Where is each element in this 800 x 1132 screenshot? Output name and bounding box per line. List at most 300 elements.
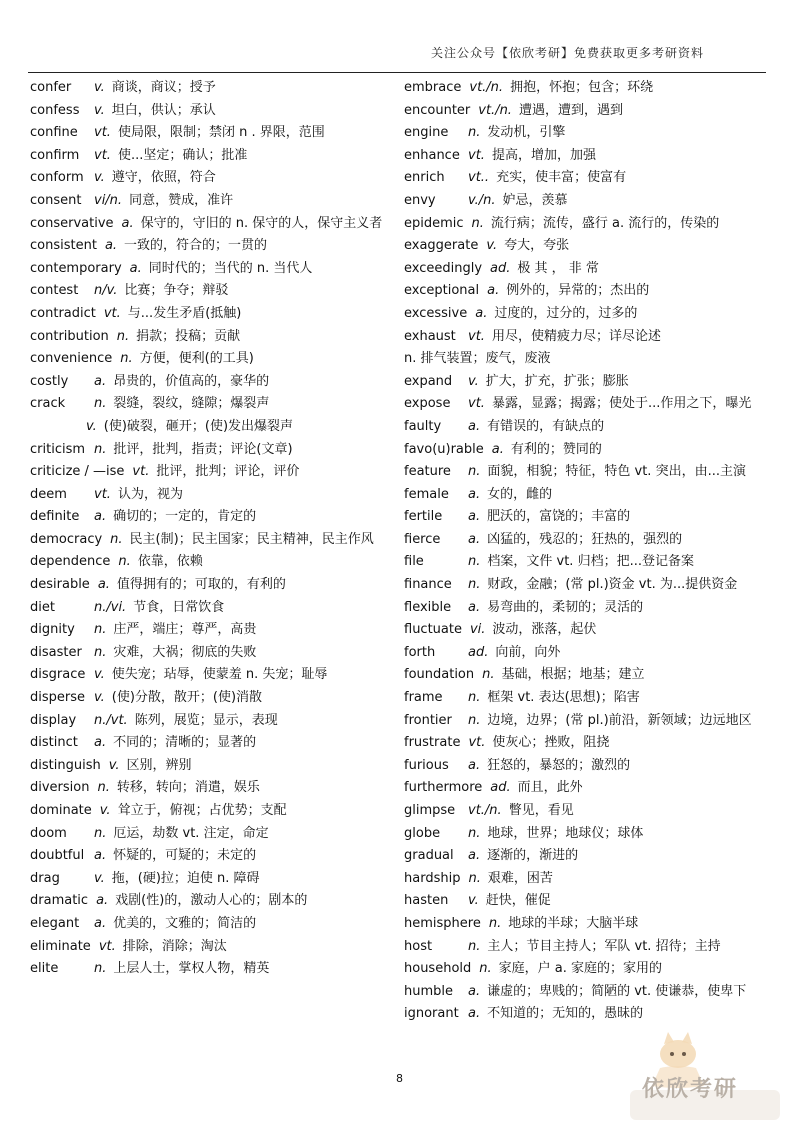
- vocab-entry: [404, 461, 764, 484]
- definition: 裂缝，裂纹，缝隙；爆裂声: [113, 396, 270, 412]
- definition: 女的，雌的: [487, 486, 553, 502]
- definition: 边境，边界；(常 pl.)前沿，新领域；边远地区: [487, 712, 752, 728]
- vocab-entry: [404, 597, 764, 620]
- definition: 使局限，限制；禁闭 n . 界限，范围: [117, 125, 325, 141]
- headword: foundation: [404, 667, 475, 683]
- definition: 有利的；赞同的: [510, 441, 602, 457]
- vocab-entry: [404, 574, 764, 597]
- part-of-speech: n.: [94, 825, 107, 841]
- vocab-entry: [404, 326, 764, 349]
- vocab-entry: [404, 235, 764, 258]
- definition: 例外的，异常的；杰出的: [506, 283, 650, 299]
- headword: embrace: [404, 80, 462, 95]
- vocab-entry: [404, 213, 764, 236]
- part-of-speech: a.: [491, 441, 504, 457]
- definition: 主人；节目主持人；军队 vt. 招待；主持: [487, 938, 721, 954]
- headword: enrich: [404, 170, 445, 186]
- headword: conservative: [30, 215, 114, 231]
- vocab-entry: [30, 439, 390, 462]
- vocab-entry: [404, 551, 764, 574]
- vocab-entry: [30, 687, 390, 710]
- headword: fluctuate: [404, 622, 462, 638]
- part-of-speech: v./n.: [468, 192, 496, 208]
- headword: flexible: [404, 599, 452, 615]
- part-of-speech: v.: [94, 102, 105, 118]
- headword: household: [404, 961, 472, 977]
- part-of-speech: vt.: [132, 464, 150, 480]
- part-of-speech: n.: [488, 915, 502, 931]
- headword: contemporary: [30, 260, 122, 276]
- headword: distinct: [30, 735, 78, 751]
- definition: 捐款；投稿；贡献: [136, 328, 241, 344]
- definition: 一致的，符合的；一贯的: [124, 238, 268, 254]
- vocab-entry: [30, 710, 390, 733]
- definition: 艰难，困苦: [487, 870, 553, 886]
- headword: dominate: [30, 803, 92, 818]
- definition: 瞥见，看见: [508, 803, 574, 818]
- part-of-speech: n.: [482, 667, 495, 683]
- headword: engine: [404, 125, 449, 141]
- part-of-speech: vt./n.: [478, 102, 512, 118]
- part-of-speech: a.: [468, 486, 481, 502]
- definition: 家庭，户 a. 家庭的；家用的: [498, 961, 663, 977]
- vocab-entry: [30, 777, 390, 800]
- vocab-entry: [404, 619, 764, 642]
- definition: 区别，辨别: [126, 757, 192, 773]
- part-of-speech: vt.: [468, 735, 486, 751]
- definition: 暴露，显露；揭露；使处于...作用之下，曝光: [491, 396, 752, 412]
- vocab-entry: [30, 77, 390, 100]
- vocab-entry: [404, 439, 764, 462]
- headword: exhaust: [404, 328, 456, 344]
- vocab-entry: [30, 393, 390, 416]
- part-of-speech: n/v.: [94, 283, 118, 299]
- part-of-speech: a.: [468, 1006, 481, 1022]
- part-of-speech: a.: [468, 509, 481, 525]
- headword: favo(u)rable: [404, 441, 484, 457]
- vocab-entry: [30, 258, 390, 281]
- definition: 厄运，劫数 vt. 注定，命定: [113, 825, 269, 841]
- headword: envy: [404, 192, 436, 208]
- definition: 拖，(硬)拉；迫使 n. 障碍: [111, 870, 260, 886]
- definition: 扩大，扩充，扩张；膨胀: [485, 373, 629, 389]
- part-of-speech: v.: [86, 418, 97, 434]
- watermark-logo: [620, 1028, 796, 1128]
- vocab-entry: [30, 529, 390, 552]
- vocab-entry: [30, 664, 390, 687]
- definition: 遵守，依照，符合: [111, 170, 216, 186]
- headword: frame: [404, 690, 443, 706]
- vocab-entry: [404, 506, 764, 529]
- header-note: 关注公众号【依欣考研】免费获取更多考研资料: [430, 46, 704, 60]
- definition: 商谈，商议；授予: [111, 80, 216, 95]
- part-of-speech: n.: [468, 712, 481, 728]
- headword: expose: [404, 396, 451, 412]
- right-column: [404, 77, 764, 1026]
- headword: deem: [30, 486, 67, 502]
- definition: 优美的，文雅的；简洁的: [113, 915, 257, 931]
- part-of-speech: v.: [486, 238, 498, 254]
- vocab-entry: [30, 145, 390, 168]
- definition: 同意，赞成，准许: [129, 192, 234, 208]
- definition: 坦白，供认；承认: [111, 102, 216, 118]
- headword: definite: [30, 509, 80, 525]
- part-of-speech: a.: [468, 418, 481, 434]
- definition: 基础，根据；地基；建立: [501, 667, 645, 683]
- headword: diet: [30, 599, 55, 615]
- vocab-entry: [30, 348, 390, 371]
- definition: 使灰心；挫败，阻挠: [492, 735, 610, 751]
- part-of-speech: a.: [468, 848, 481, 864]
- vocab-entry: [404, 416, 764, 439]
- headword: elegant: [30, 915, 80, 931]
- vocab-entry: [30, 506, 390, 529]
- vocab-entry: [30, 936, 390, 959]
- part-of-speech: n.: [479, 961, 492, 977]
- definition: 庄严，端庄；尊严，高贵: [113, 622, 257, 638]
- headword: doubtful: [30, 848, 85, 864]
- vocab-entry: [30, 303, 390, 326]
- headword: consent: [30, 192, 82, 208]
- part-of-speech: n.: [118, 554, 131, 570]
- vocab-entry: [30, 461, 390, 484]
- part-of-speech: n.: [110, 531, 123, 547]
- vocab-entry: [404, 913, 764, 936]
- headword: glimpse: [404, 803, 456, 818]
- part-of-speech: a.: [96, 893, 109, 909]
- headword: consistent: [30, 238, 97, 254]
- part-of-speech: n.: [94, 622, 107, 638]
- vocab-entry: [404, 484, 764, 507]
- part-of-speech: a.: [94, 735, 107, 751]
- watermark-text: 依欣考研: [642, 1077, 739, 1102]
- part-of-speech: n.: [120, 351, 133, 367]
- headword: humble: [404, 983, 454, 999]
- definition: (使)破裂，砸开；(使)发出爆裂声: [103, 418, 294, 434]
- headword: frustrate: [404, 735, 461, 751]
- headword: fertile: [404, 509, 443, 525]
- vocab-entry: [404, 868, 764, 891]
- part-of-speech: vt./n.: [469, 80, 504, 95]
- part-of-speech: a.: [468, 983, 481, 999]
- definition: 逐渐的，渐进的: [487, 848, 579, 864]
- part-of-speech: a.: [468, 599, 481, 615]
- headword: eliminate: [30, 938, 91, 954]
- headword: frontier: [404, 712, 452, 728]
- vocab-entry: [30, 913, 390, 936]
- definition: 地球的半球；大脑半球: [508, 915, 639, 931]
- part-of-speech: vt.: [103, 305, 121, 321]
- vocab-entry: [404, 981, 764, 1004]
- vocab-entry: [404, 958, 764, 981]
- definition: 民主(制)；民主国家；民主精神，民主作风: [129, 531, 374, 547]
- definition: 夸大，夸张: [504, 238, 570, 254]
- vocab-entry: [404, 167, 764, 190]
- headword: fierce: [404, 531, 441, 547]
- headword: exceedingly: [404, 260, 483, 276]
- part-of-speech: vt.: [468, 147, 485, 163]
- headword: exceptional: [404, 283, 480, 299]
- definition: 值得拥有的；可取的，有利的: [116, 577, 286, 593]
- part-of-speech: ad.: [490, 260, 511, 276]
- vocab-entry: [30, 845, 390, 868]
- definition: 上层人士，掌权人物，精英: [113, 961, 270, 977]
- headword: disperse: [30, 690, 86, 706]
- definition: 使失宠；玷辱，使蒙羞 n. 失宠；耻辱: [111, 667, 328, 683]
- definition: 同时代的；当代的 n. 当代人: [148, 260, 313, 276]
- part-of-speech: a.: [104, 238, 118, 254]
- vocab-entry: [404, 280, 764, 303]
- definition: 转移，转向；消遣，娱乐: [116, 780, 260, 796]
- vocab-entry: [30, 167, 390, 190]
- part-of-speech: a.: [94, 373, 107, 389]
- definition: (使)分散，散开；(使)消散: [111, 690, 263, 706]
- part-of-speech: a.: [475, 305, 488, 321]
- part-of-speech: n.: [94, 644, 107, 660]
- part-of-speech: vt.: [94, 486, 111, 502]
- part-of-speech: a.: [487, 283, 500, 299]
- definition: 过度的，过分的，过多的: [494, 305, 638, 321]
- headword: democracy: [30, 531, 103, 547]
- definition: 批评，批判；评论，评价: [156, 464, 300, 480]
- definition: 有错误的，有缺点的: [487, 418, 605, 434]
- vocab-entry: [30, 642, 390, 665]
- headword: contradict: [30, 305, 96, 321]
- part-of-speech: n.: [97, 780, 110, 796]
- part-of-speech: v.: [94, 667, 105, 683]
- vocab-entry: [404, 777, 764, 800]
- headword: distinguish: [30, 757, 101, 773]
- headword: dignity: [30, 622, 75, 638]
- vocab-entry: [30, 868, 390, 891]
- vocab-entry: [404, 710, 764, 733]
- definition: 地球，世界；地球仪；球体: [487, 825, 644, 841]
- vocab-entry: [404, 936, 764, 959]
- headword: dramatic: [30, 893, 89, 909]
- definition: 充实，使丰富；使富有: [496, 170, 627, 186]
- vocab-entry: [30, 416, 390, 439]
- headword: confirm: [30, 147, 80, 163]
- part-of-speech: n.: [468, 690, 481, 706]
- headword: ignorant: [404, 1006, 459, 1022]
- headword: disgrace: [30, 667, 86, 683]
- definition: 提高，增加，加强: [491, 147, 596, 163]
- part-of-speech: vt./n.: [468, 803, 502, 818]
- part-of-speech: a.: [121, 215, 134, 231]
- vocab-entry: [404, 823, 764, 846]
- definition: 节食，日常饮食: [133, 599, 225, 615]
- headword: criticism: [30, 441, 86, 457]
- headword: drag: [30, 870, 60, 886]
- definition: 陈列，展览；显示，表现: [134, 712, 278, 728]
- vocab-entry: [30, 280, 390, 303]
- part-of-speech: a.: [94, 848, 107, 864]
- part-of-speech: n.: [471, 215, 484, 231]
- part-of-speech: vi.: [469, 622, 486, 638]
- part-of-speech: vi/n.: [94, 192, 123, 208]
- part-of-speech: v.: [468, 373, 479, 389]
- vocab-entry: [404, 100, 764, 123]
- part-of-speech: ad.: [468, 644, 489, 660]
- vocab-entry: [30, 551, 390, 574]
- headword: display: [30, 712, 77, 728]
- headword: hemisphere: [404, 915, 481, 931]
- vocab-entry: [30, 597, 390, 620]
- definition: 发动机，引擎: [487, 125, 566, 141]
- definition: 凶猛的，残忍的；狂热的，强烈的: [487, 531, 683, 547]
- left-column: [30, 77, 390, 981]
- headword: costly: [30, 373, 69, 389]
- definition: 戏剧(性)的，激动人心的；剧本的: [115, 893, 308, 909]
- headword: doom: [30, 825, 67, 841]
- headword: file: [404, 554, 424, 570]
- vocab-entry: [404, 642, 764, 665]
- headword: diversion: [30, 780, 90, 796]
- part-of-speech: a.: [94, 915, 107, 931]
- definition: 使...坚定；确认；批准: [117, 147, 248, 163]
- headword: contest: [30, 283, 79, 299]
- headword: exaggerate: [404, 238, 479, 254]
- vocab-entry: [30, 958, 390, 981]
- vocab-entry: [404, 122, 764, 145]
- vocab-entry: [30, 619, 390, 642]
- headword: elite: [30, 961, 59, 977]
- vocab-entry: [404, 1003, 764, 1026]
- part-of-speech: v.: [99, 803, 111, 818]
- headword: furious: [404, 757, 449, 773]
- vocab-entry: [404, 687, 764, 710]
- part-of-speech: a.: [468, 531, 481, 547]
- part-of-speech: v.: [94, 80, 105, 95]
- vocab-entry: [30, 732, 390, 755]
- vocab-entry: [404, 258, 764, 281]
- definition: 依靠，依赖: [137, 554, 203, 570]
- definition: 赶快，催促: [485, 893, 551, 909]
- part-of-speech: v.: [94, 170, 105, 186]
- vocab-entry: [404, 529, 764, 552]
- headword: hardship: [404, 870, 461, 886]
- headword: n. 排气装置；废气，废液: [404, 351, 551, 367]
- vocab-entry: [30, 823, 390, 846]
- part-of-speech: v.: [94, 690, 105, 706]
- vocab-entry: [30, 574, 390, 597]
- definition: 遭遇，遭到，遇到: [518, 102, 623, 118]
- headword: confine: [30, 125, 78, 141]
- part-of-speech: a.: [468, 757, 481, 773]
- headword: dependence: [30, 554, 111, 570]
- vocab-entry: [30, 755, 390, 778]
- definition: 不知道的；无知的，愚昧的: [487, 1006, 644, 1022]
- definition: 向前，向外: [495, 644, 561, 660]
- part-of-speech: vt.: [468, 328, 485, 344]
- vocab-entry: [404, 755, 764, 778]
- headword: desirable: [30, 577, 90, 593]
- vocab-entry: [404, 732, 764, 755]
- part-of-speech: n.: [468, 938, 481, 954]
- part-of-speech: n.: [468, 125, 481, 141]
- vocab-entry: [404, 664, 764, 687]
- definition: 易弯曲的，柔韧的；灵活的: [487, 599, 644, 615]
- headword: disaster: [30, 644, 82, 660]
- part-of-speech: a.: [129, 260, 142, 276]
- part-of-speech: v.: [94, 870, 105, 886]
- vocab-entry: [30, 100, 390, 123]
- vocab-entry: [30, 190, 390, 213]
- vocab-entry: [404, 393, 764, 416]
- definition: 谦虚的；卑贱的；简陋的 vt. 使谦恭，使卑下: [487, 983, 747, 999]
- part-of-speech: n./vi.: [94, 599, 127, 615]
- headword: furthermore: [404, 780, 483, 796]
- vocab-entry: [30, 371, 390, 394]
- definition: 批评，批判，指责；评论(文章): [113, 441, 293, 457]
- part-of-speech: n.: [468, 577, 481, 593]
- headword: expand: [404, 373, 453, 389]
- vocab-entry: [30, 326, 390, 349]
- part-of-speech: n.: [468, 825, 481, 841]
- headword: crack: [30, 396, 66, 412]
- part-of-speech: ad.: [490, 780, 511, 796]
- part-of-speech: a.: [97, 577, 110, 593]
- definition: 财政，金融；(常 pl.)资金 vt. 为...提供资金: [487, 577, 738, 593]
- headword: gradual: [404, 848, 454, 864]
- part-of-speech: vt..: [468, 170, 490, 186]
- headword: convenience: [30, 351, 113, 367]
- headword: criticize / —ise: [30, 464, 125, 480]
- headword: globe: [404, 825, 441, 841]
- headword: enhance: [404, 147, 460, 163]
- definition: 而且，此外: [517, 780, 583, 796]
- definition: 流行病；流传，盛行 a. 流行的，传染的: [490, 215, 720, 231]
- headword: host: [404, 938, 433, 954]
- part-of-speech: n.: [94, 441, 107, 457]
- headword: excessive: [404, 305, 468, 321]
- part-of-speech: n./vt.: [94, 712, 128, 728]
- definition: 拥抱，怀抱；包含；环绕: [510, 80, 654, 95]
- headword: faulty: [404, 418, 442, 434]
- headword: finance: [404, 577, 452, 593]
- headword: contribution: [30, 328, 109, 344]
- vocab-entry: [404, 800, 764, 823]
- vocab-entry: [404, 145, 764, 168]
- page-number: 8: [396, 1072, 403, 1085]
- part-of-speech: n.: [468, 554, 481, 570]
- vocab-entry: [30, 235, 390, 258]
- part-of-speech: n.: [94, 396, 107, 412]
- headword: conform: [30, 170, 84, 186]
- headword: encounter: [404, 102, 471, 118]
- definition: 保守的，守旧的 n. 保守的人，保守主义者: [140, 215, 383, 231]
- vocab-entry: [404, 303, 764, 326]
- vocab-entry: [30, 890, 390, 913]
- vocab-entry: [30, 484, 390, 507]
- vocab-entry: [404, 371, 764, 394]
- part-of-speech: vt.: [94, 147, 111, 163]
- part-of-speech: v.: [108, 757, 120, 773]
- definition: 肥沃的，富饶的；丰富的: [487, 509, 631, 525]
- headword: confess: [30, 102, 80, 118]
- definition: 妒忌，羡慕: [502, 192, 568, 208]
- vocab-entry: [404, 190, 764, 213]
- definition: 方便，便利(的工具): [139, 351, 254, 367]
- part-of-speech: n.: [468, 464, 481, 480]
- part-of-speech: v.: [468, 893, 479, 909]
- definition: 灾难，大祸；彻底的失败: [113, 644, 257, 660]
- headword: forth: [404, 644, 436, 660]
- definition: 极 其 ， 非 常: [517, 260, 599, 276]
- definition: 耸立于，俯视；占优势；支配: [117, 803, 287, 818]
- part-of-speech: n.: [94, 961, 107, 977]
- part-of-speech: vt.: [98, 938, 116, 954]
